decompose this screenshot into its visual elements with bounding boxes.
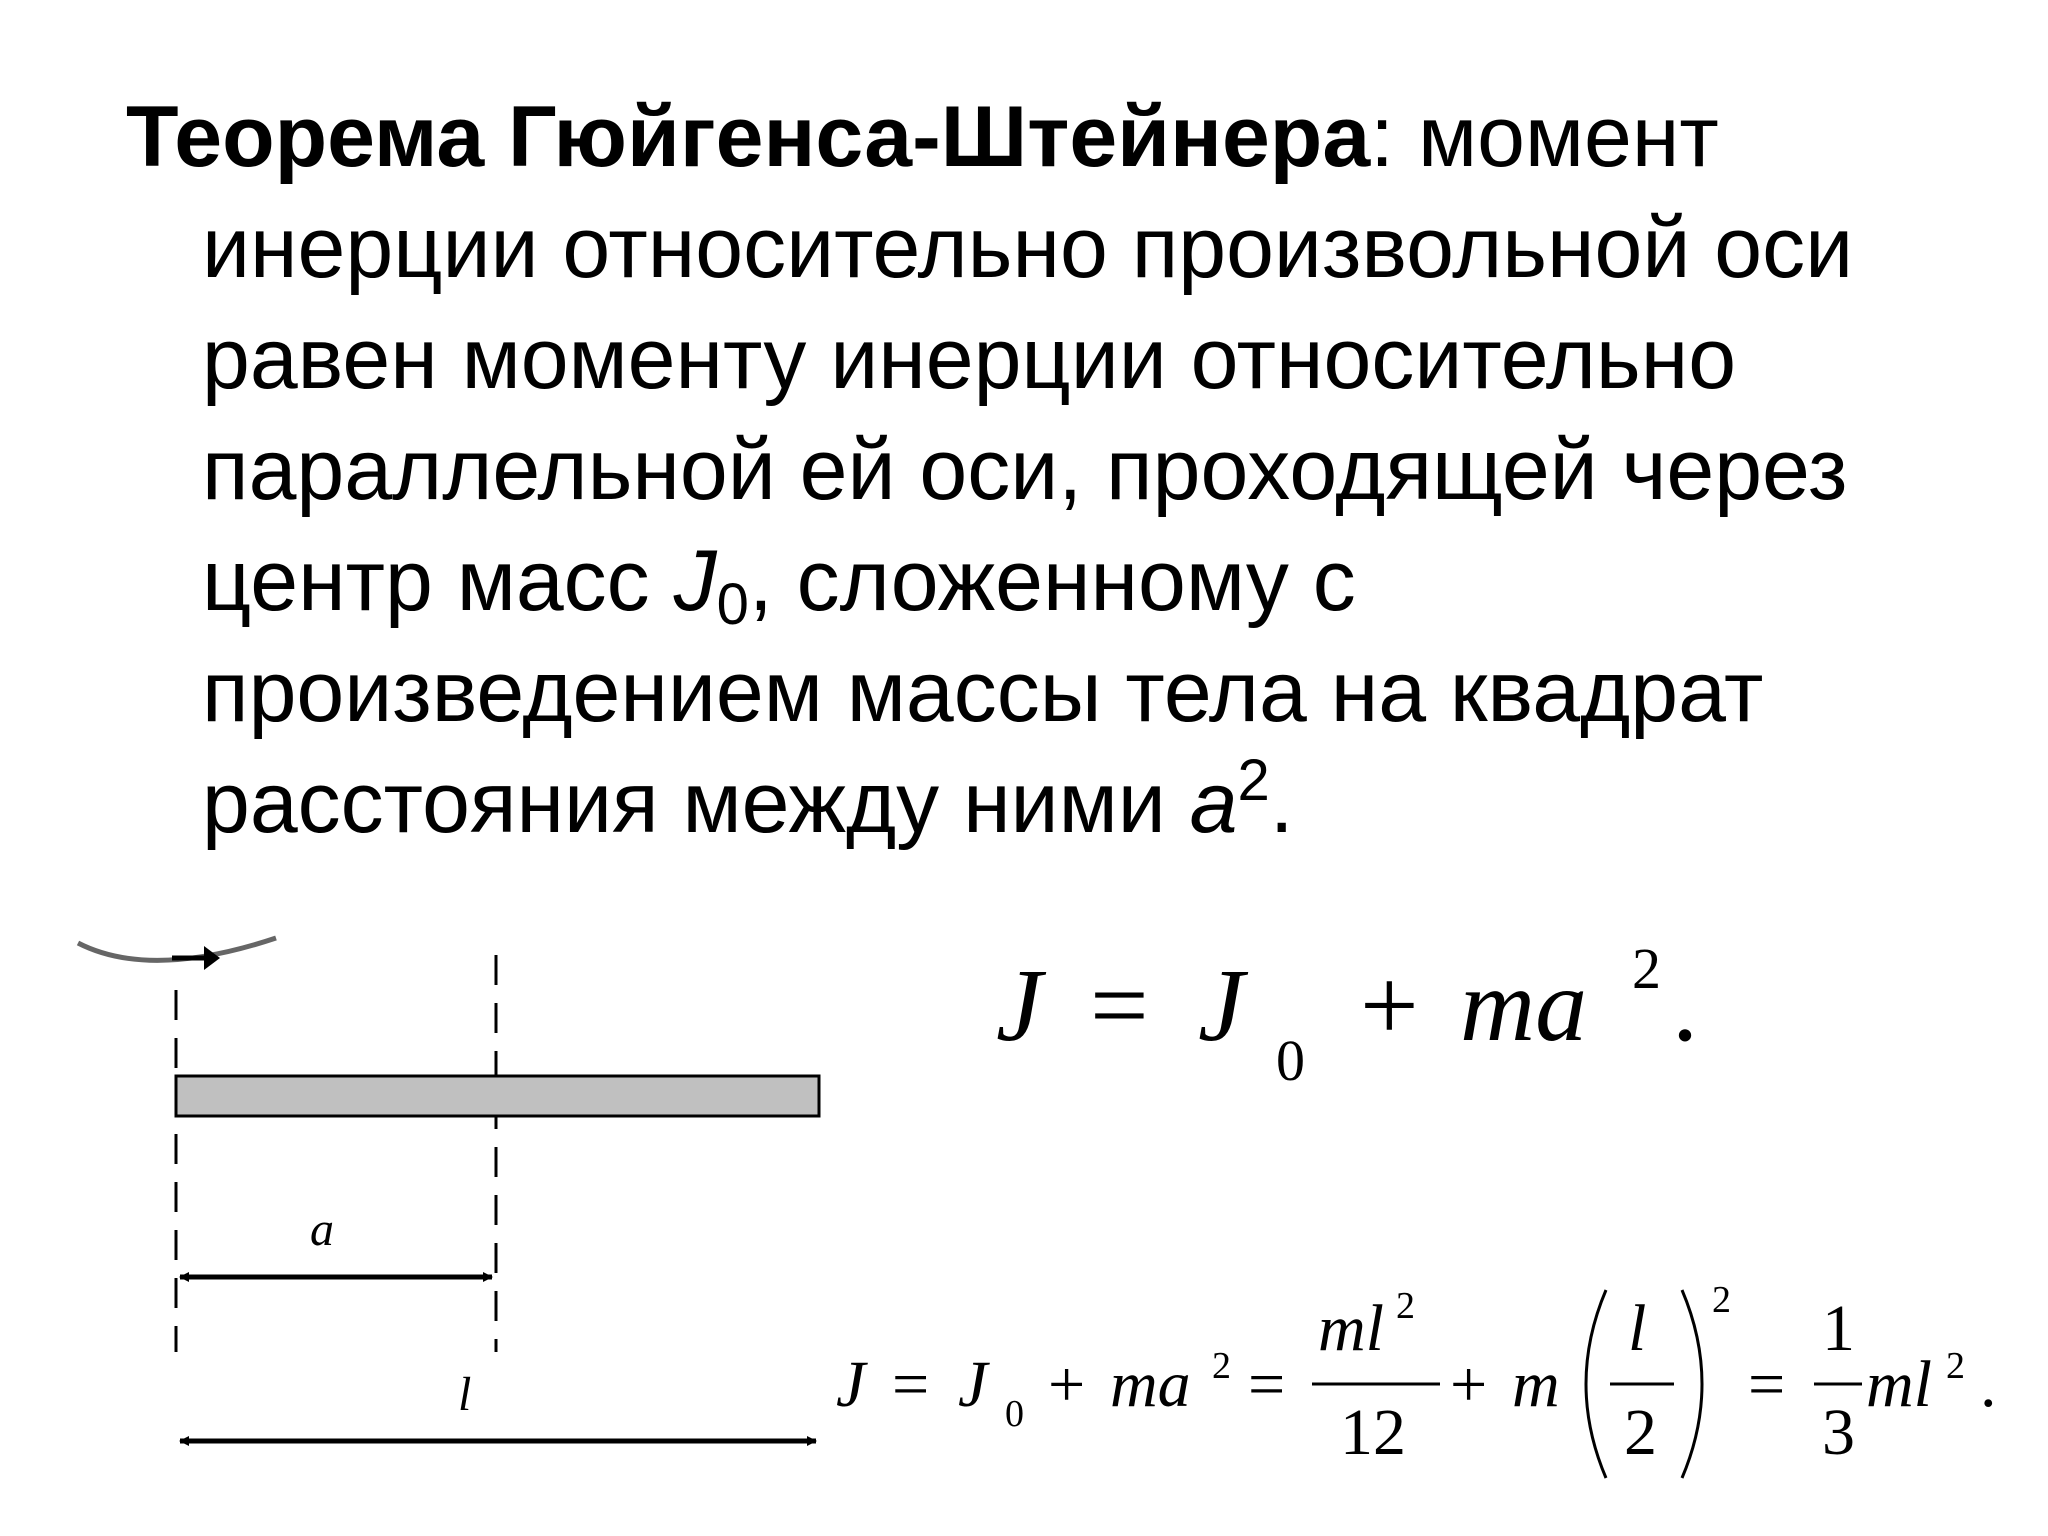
theorem-line-1-rest: : момент (1370, 89, 1719, 185)
f2-plus1: + (1048, 1348, 1086, 1421)
f2-frac3-num: 1 (1822, 1292, 1855, 1365)
f1-J: J (996, 948, 1043, 1063)
f2-frac1-den: 12 (1340, 1396, 1406, 1469)
f2-left-paren (1586, 1290, 1606, 1478)
f2-eq1: = (892, 1348, 930, 1421)
symbol-a: a (1189, 755, 1238, 851)
f2-frac2-num: l (1628, 1292, 1647, 1365)
theorem-line-3: равен моменту инерции относительно (202, 311, 1737, 407)
line5-pre: центр масс (202, 533, 674, 629)
formula-rod (836, 1279, 1997, 1478)
theorem-line-2: инерции относительно произвольной оси (202, 200, 1854, 296)
label-a: a (310, 1203, 334, 1256)
symbol-J-subscript: 0 (716, 572, 749, 637)
f1-dot: . (1672, 948, 1698, 1063)
rotation-arrow-icon (78, 938, 276, 970)
f1-ma: ma (1460, 948, 1588, 1063)
f1-plus: + (1360, 948, 1419, 1063)
f2-ml: ml (1866, 1348, 1932, 1421)
line5-post: , сложенному с (748, 533, 1356, 629)
f2-frac2-den: 2 (1624, 1396, 1657, 1469)
label-l: l (458, 1368, 472, 1421)
theorem-line-4: параллельной ей оси, проходящей через (202, 422, 1848, 518)
f2-J0: J (958, 1348, 988, 1421)
symbol-J: J (673, 533, 717, 629)
f2-J: J (836, 1348, 866, 1421)
f2-sub0: 0 (1005, 1393, 1024, 1435)
line7-pre: расстояния между ними (202, 755, 1190, 851)
rod (176, 1076, 819, 1116)
f1-eq: = (1090, 948, 1149, 1063)
f2-plus2: + (1450, 1348, 1488, 1421)
f2-ml-sup: 2 (1946, 1345, 1965, 1387)
f2-eq3: = (1748, 1348, 1786, 1421)
f1-sup2: 2 (1632, 936, 1661, 1001)
theorem-title: Теорема Гюйгенса-Штейнера (126, 89, 1371, 185)
f1-J0: J (1198, 948, 1245, 1063)
f2-m: m (1512, 1348, 1560, 1421)
f2-ma: ma (1110, 1348, 1191, 1421)
line7-post: . (1269, 755, 1294, 851)
f2-dot: . (1980, 1348, 1997, 1421)
f2-eq2: = (1248, 1348, 1286, 1421)
rotation-arrow-head (204, 946, 220, 970)
f2-right-paren (1682, 1290, 1702, 1478)
formula-main (996, 936, 1698, 1093)
symbol-a-superscript: 2 (1237, 748, 1270, 813)
f2-frac1-num-sup: 2 (1396, 1285, 1415, 1327)
f2-frac1-num: ml (1318, 1292, 1384, 1365)
f2-sup2a: 2 (1212, 1345, 1231, 1387)
theorem-line-6: произведением массы тела на квадрат (202, 644, 1764, 740)
f2-frac3-den: 3 (1822, 1396, 1855, 1469)
f1-sub0: 0 (1276, 1028, 1305, 1093)
f2-paren-sup: 2 (1712, 1279, 1731, 1321)
